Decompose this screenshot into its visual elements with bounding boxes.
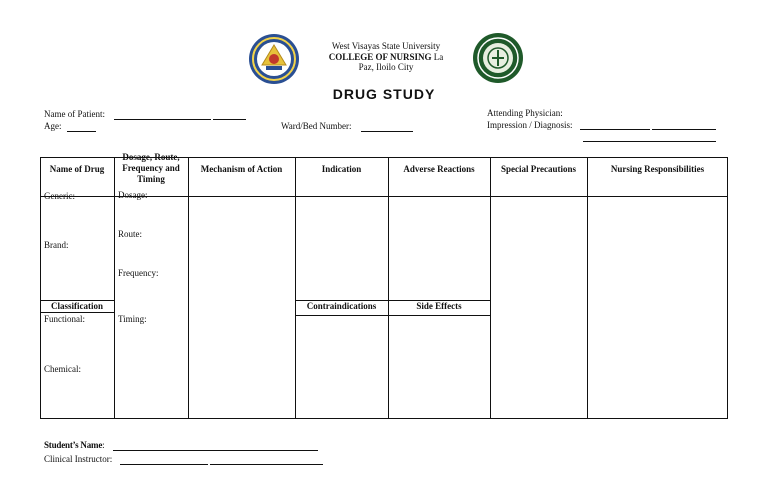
col-divider-1 — [114, 157, 115, 419]
header-dosage-line2: Frequency and — [122, 163, 180, 173]
header-adverse: Adverse Reactions — [403, 164, 475, 174]
col-divider-2 — [188, 157, 189, 419]
age-line[interactable] — [67, 131, 96, 132]
classification-header: Classification — [50, 301, 103, 311]
address-line-2: Paz, Iloilo City — [358, 62, 414, 72]
contra-bottom-line — [295, 315, 490, 316]
impression-line-3[interactable] — [583, 141, 716, 142]
impression-line-1[interactable] — [580, 129, 650, 130]
instructor-label: Clinical Instructor: — [44, 454, 113, 464]
header-indication: Indication — [321, 164, 362, 174]
classification-bottom-line — [40, 312, 114, 313]
instructor-line-1[interactable] — [120, 464, 208, 465]
chemical-field: Chemical: — [44, 364, 81, 374]
functional-field: Functional: — [44, 314, 85, 324]
impression-line-2[interactable] — [652, 129, 716, 130]
col-divider-4 — [388, 157, 389, 419]
college-name: COLLEGE OF NURSING — [328, 51, 432, 62]
header-dosage-line1: Dosage, Route, — [122, 152, 180, 162]
col-divider-5 — [490, 157, 491, 419]
university-name: West Visayas State University — [331, 41, 441, 51]
impression-label: Impression / Diagnosis: — [487, 120, 573, 130]
ward-label: Ward/Bed Number: — [281, 121, 352, 131]
dosage-field: Dosage: — [118, 190, 148, 200]
col-divider-3 — [295, 157, 296, 419]
header-dosage-line3: Timing — [137, 174, 165, 184]
age-label: Age: — [44, 121, 62, 131]
header-precautions: Special Precautions — [500, 164, 577, 174]
patient-name-line[interactable] — [114, 119, 211, 120]
physician-label: Attending Physician: — [487, 108, 563, 118]
student-name-line[interactable] — [113, 450, 318, 451]
instructor-line-2[interactable] — [210, 464, 323, 465]
header-nursing: Nursing Responsibilities — [610, 164, 705, 174]
ward-line[interactable] — [361, 131, 413, 132]
header-mechanism: Mechanism of Action — [200, 164, 283, 174]
frequency-field: Frequency: — [118, 268, 159, 278]
route-field: Route: — [118, 229, 142, 239]
patient-name-label: Name of Patient: — [44, 109, 105, 119]
university-seal-icon — [248, 33, 300, 85]
college-of-nursing-seal-icon — [472, 32, 524, 84]
address-line-1: La — [433, 51, 444, 62]
header-dosage — [114, 152, 188, 185]
university-block — [308, 41, 464, 73]
patient-name-line-2[interactable] — [213, 119, 246, 120]
timing-field: Timing: — [118, 314, 147, 324]
student-name-label — [44, 440, 105, 451]
student-name-text: Student’s Name — [44, 440, 103, 450]
col-divider-6 — [587, 157, 588, 419]
student-name-colon: : — [102, 440, 105, 450]
brand-field: Brand: — [44, 240, 69, 250]
header-name-of-drug: Name of Drug — [49, 164, 105, 174]
side-effects-header: Side Effects — [416, 301, 462, 311]
page-title: DRUG STUDY — [332, 86, 436, 102]
contraindications-header: Contraindications — [306, 301, 377, 311]
generic-field: Generic: — [44, 191, 75, 201]
